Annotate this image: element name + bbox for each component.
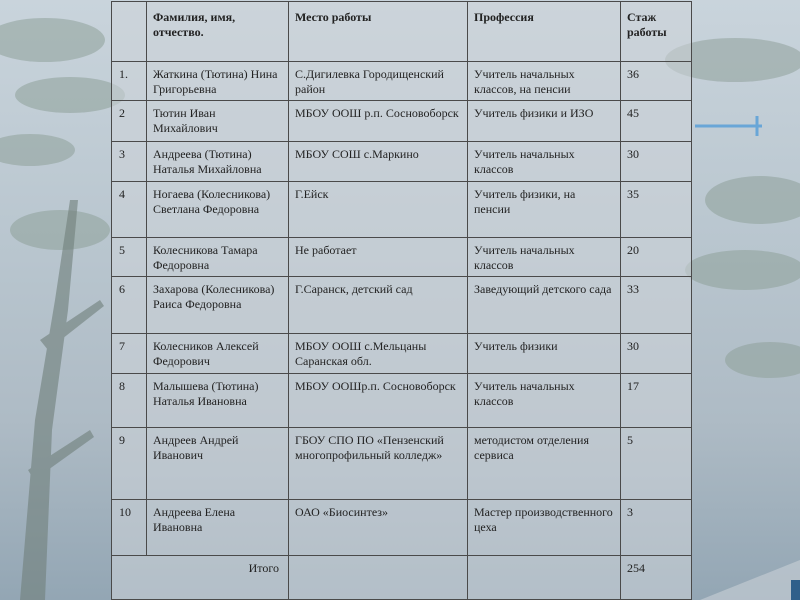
row-number: 1.: [112, 62, 147, 101]
table-row: [112, 101, 692, 142]
row-full-name: Колесникова Тамара Федоровна: [147, 238, 289, 277]
row-number: 6: [112, 277, 147, 334]
row-number: 5: [112, 238, 147, 277]
table-row: [112, 277, 692, 334]
row-workplace: МБОУ ООШ р.п. Сосновоборск: [289, 101, 468, 142]
table-total-row: [112, 556, 692, 600]
row-workplace: МБОУ СОШ с.Маркино: [289, 142, 468, 182]
row-full-name: Ногаева (Колесникова) Светлана Федоровна: [147, 182, 289, 238]
total-empty-cell: [289, 556, 468, 600]
row-experience: 36: [621, 62, 692, 101]
row-experience: 45: [621, 101, 692, 142]
row-experience: 3: [621, 500, 692, 556]
employees-table: [111, 1, 692, 600]
header-full-name: Фамилия, имя, отчество.: [147, 2, 289, 62]
total-empty-cell: [468, 556, 621, 600]
row-full-name: Тютин Иван Михайлович: [147, 101, 289, 142]
table-row: [112, 500, 692, 556]
total-value: 254: [621, 556, 692, 600]
header-number: [112, 2, 147, 62]
row-number: 2: [112, 101, 147, 142]
row-profession: Учитель физики и ИЗО: [468, 101, 621, 142]
row-workplace: ОАО «Биосинтез»: [289, 500, 468, 556]
row-profession: Мастер производственного цеха: [468, 500, 621, 556]
row-workplace: С.Дигилевка Городищенский район: [289, 62, 468, 101]
header-experience: Стаж работы: [621, 2, 692, 62]
row-workplace: Г.Саранск, детский сад: [289, 277, 468, 334]
row-profession: Заведующий детского сада: [468, 277, 621, 334]
row-experience: 33: [621, 277, 692, 334]
row-full-name: Андреев Андрей Иванович: [147, 428, 289, 500]
header-profession: Профессия: [468, 2, 621, 62]
row-experience: 5: [621, 428, 692, 500]
table-row: [112, 428, 692, 500]
table-header-row: [112, 2, 692, 62]
total-label: Итого: [112, 556, 289, 600]
slide-edge-marker: [791, 580, 800, 600]
row-experience: 17: [621, 374, 692, 428]
row-full-name: Малышева (Тютина) Наталья Ивановна: [147, 374, 289, 428]
row-number: 3: [112, 142, 147, 182]
table-row: [112, 238, 692, 277]
row-number: 8: [112, 374, 147, 428]
row-experience: 20: [621, 238, 692, 277]
row-profession: Учитель начальных классов: [468, 374, 621, 428]
row-full-name: Захарова (Колесникова) Раиса Федоровна: [147, 277, 289, 334]
row-workplace: МБОУ ООШр.п. Сосновоборск: [289, 374, 468, 428]
row-full-name: Жаткина (Тютина) Нина Григорьевна: [147, 62, 289, 101]
row-full-name: Андреева (Тютина) Наталья Михайловна: [147, 142, 289, 182]
row-number: 10: [112, 500, 147, 556]
row-number: 9: [112, 428, 147, 500]
row-profession: Учитель начальных классов: [468, 238, 621, 277]
row-workplace: ГБОУ СПО ПО «Пензенский многопрофильный колледж»: [289, 428, 468, 500]
row-profession: Учитель физики, на пенсии: [468, 182, 621, 238]
table-row: [112, 374, 692, 428]
row-number: 7: [112, 334, 147, 374]
table-row: [112, 334, 692, 374]
row-workplace: Не работает: [289, 238, 468, 277]
table-row: [112, 142, 692, 182]
row-experience: 30: [621, 334, 692, 374]
row-profession: Учитель начальных классов: [468, 142, 621, 182]
table-row: [112, 62, 692, 101]
row-profession: Учитель физики: [468, 334, 621, 374]
row-number: 4: [112, 182, 147, 238]
row-experience: 35: [621, 182, 692, 238]
row-profession: методистом отделения сервиса: [468, 428, 621, 500]
row-full-name: Колесников Алексей Федорович: [147, 334, 289, 374]
row-full-name: Андреева Елена Ивановна: [147, 500, 289, 556]
row-experience: 30: [621, 142, 692, 182]
header-workplace: Место работы: [289, 2, 468, 62]
row-workplace: МБОУ ООШ с.Мельцаны Саранская обл.: [289, 334, 468, 374]
row-workplace: Г.Ейск: [289, 182, 468, 238]
table-row: [112, 182, 692, 238]
row-profession: Учитель начальных классов, на пенсии: [468, 62, 621, 101]
